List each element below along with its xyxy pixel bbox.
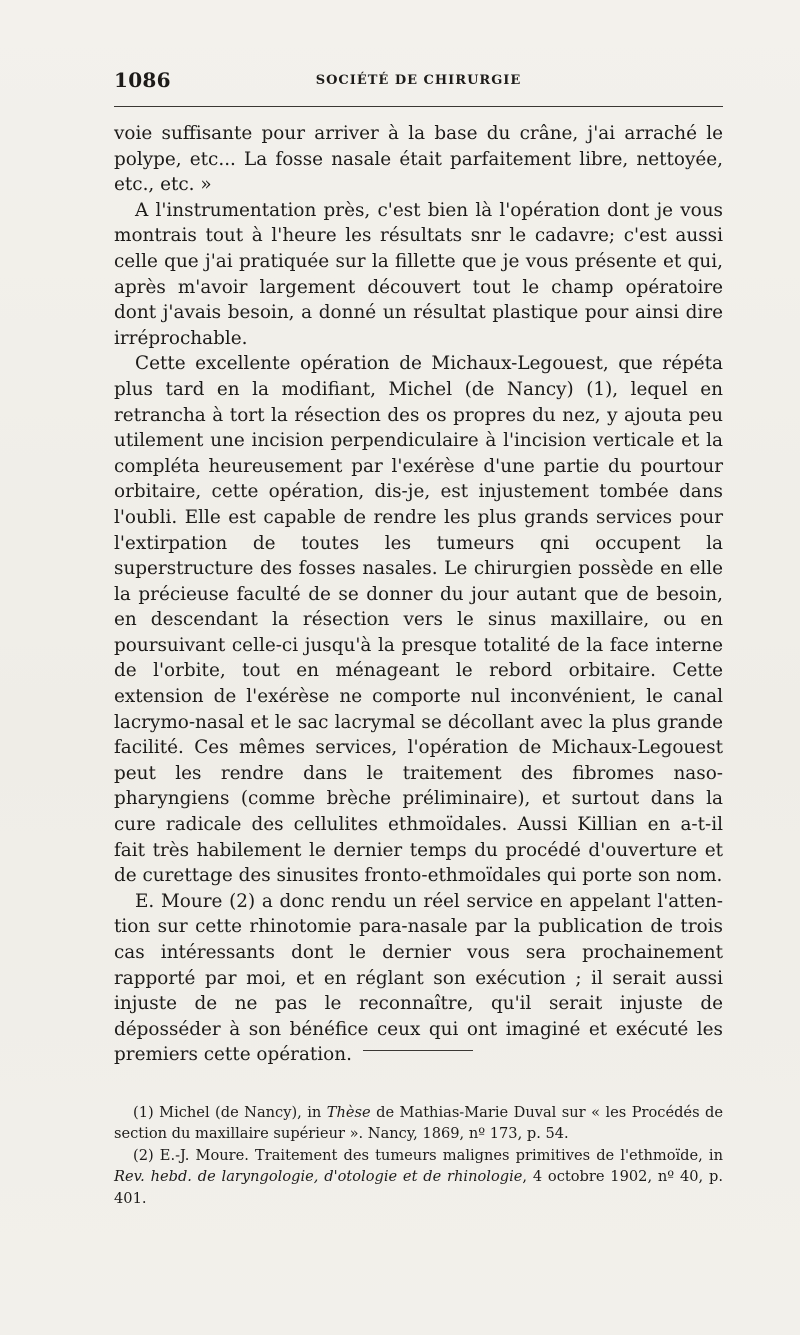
paragraph-continuation: voie suffisante pour arriver à la base du crâne, j'ai arraché le polype, etc... La fosse nasale était parfaitement libre, nettoyée, etc., etc. » [114,123,723,196]
footnote-2-rest: , 4 octobre 1902, nº 40, p. 401. [114,1168,723,1207]
paragraph: A l'instrumentation près, c'est bien là l'opération dont je vous montrais tout à l'heure les résultats snr le cadavre; c'est aussi celle que j'ai pratiquée sur la fillette que je vous présente et qui, après m'avoir largement découvert tout le champ opératoire dont j'avais besoin, a donné un résultat plastique pour ainsi dire irréprochable. [114,199,723,349]
footnote-1-rest: de Mathias-Marie Duval sur « les Procédés de section du maxillaire supérieur ». Nancy, 1869, nº 173, p. 54. [114,1104,723,1143]
footnote-1-italic: Thèse [326,1104,371,1121]
page-header [114,68,723,94]
running-title: SOCIÉTÉ DE CHIRURGIE [315,73,522,88]
header-rule [114,106,723,107]
paragraph: Cette excellente opération de Michaux-Legouest, que répéta plus tard en la modifiant, Michel (de Nancy) (1), lequel en retrancha à tort la résection des os propres du nez, y ajouta peu utilement une incision perpendiculaire à l'incision verticale et la compléta heureusement par l'exérèse d'une partie du pourtour orbitaire, cette opération, dis-je, est injustement tombée dans l'oubli. Elle est capable de rendre les plus grands services pour l'extirpation de toutes les tumeurs qni occupent la superstructure des fosses nasales. Le chirurgien possède en elle la précieuse faculté de se donner du jour autant que de besoin, en descendant la résection vers le sinus maxillaire, ou en poursuivant celle-ci jusqu'à la presque totalité de la face interne de l'orbite, tout en ménageant le rebord orbitaire. Cette extension de l'exérèse ne comporte nul inconvénient, le canal lacrymo-nasal et le sac lacrymal se décollant avec la plus grande facilité. Ces mêmes services, l'opération de Michaux-Legouest peut les rendre dans le traitement des fibromes nasopharyngiens (comme brèche préliminaire), et surtout dans la cure radicale des cellulites ethmoïdales. Aussi Killian en a-t-il fait très habilement le dernier temps du procédé d'ouverture et de curettage des sinusites fronto-ethmoïdales qui porte son nom. [114,353,723,887]
footnote-2-italic: Rev. hebd. de laryngologie, d'otologie et de rhinologie [114,1168,523,1186]
footnotes [114,1102,723,1209]
footnote-2-text: (2) E.-J. Moure. Traitement des tumeurs malignes primitives de l'ethmoïde, in [133,1146,723,1164]
footnote-1 [114,1102,723,1145]
footnote-2 [114,1145,723,1209]
paragraph: E. Moure (2) a donc rendu un réel service en appelant l'attention sur cette rhinotomie para-nasale par la publication de trois cas intéressants dont le dernier vous sera prochainement rapporté par moi, et en réglant son exécution ; il serait aussi injuste de ne pas le reconnaître, qu'il serait injuste de déposséder à son bénéfice ceux qui ont imaginé et exécuté les premiers cette opération. [114,890,723,1066]
section-divider [363,1050,473,1051]
body-text [114,121,723,1068]
footnote-1-text: (1) Michel (de Nancy), in [133,1104,327,1121]
page-number: 1086 [114,68,171,92]
